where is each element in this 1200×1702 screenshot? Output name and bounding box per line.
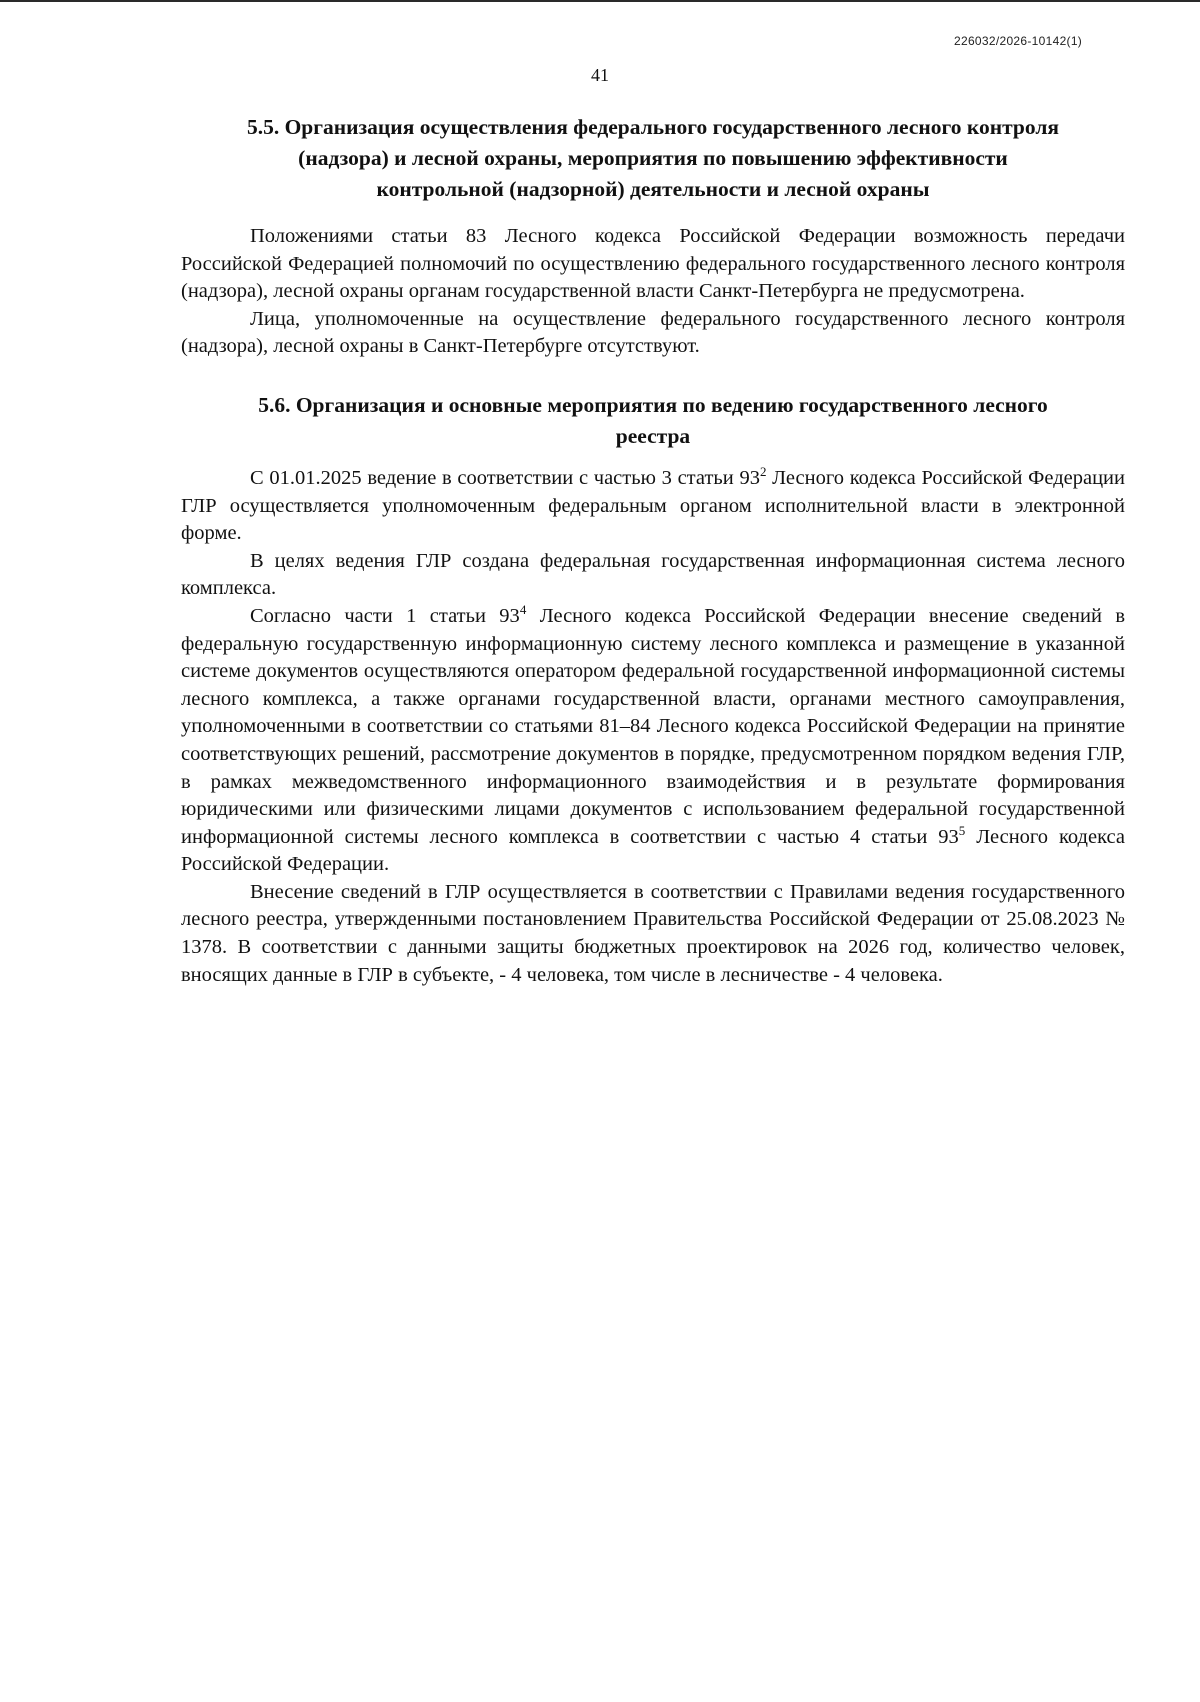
section-5-5-heading-line-3: контрольной (надзорной) деятельности и лесной охраны: [376, 177, 930, 201]
section-5-6-paragraph-3: [181, 603, 1125, 879]
section-5-5-heading-line-2: (надзора) и лесной охраны, мероприятия по повышению эффективности: [298, 146, 1008, 170]
document-body: [181, 112, 1125, 989]
section-5-5-heading-line-1: 5.5. Организация осуществления федерального государственного лесного контроля: [246, 115, 1060, 139]
paragraph-text: Лесного кодекса Российской Федерации внесение сведений в федеральную государственную информационную систему лесного комплекса и размещение в указанной системе документов осуществляются оператором федеральной государственной информационной системы лесного комплекса, а также органами государственной власти, органами местного самоуправления, уполномоченными в соответствии со статьями 81–84 Лесного кодекса Российской Федерации на принятие соответствующих решений, рассмотрение документов в порядке, предусмотренном порядком ведения ГЛР, в рамках межведомственного информационного взаимодействия и в результате формирования юридическими или физическими лицами документов с использованием федеральной государственной информационной системы лесного комплекса в соответствии с частью 4 статьи 93: [181, 604, 1126, 848]
paragraph-text: С 01.01.2025 ведение в соответствии с частью 3 статьи 93: [250, 466, 760, 489]
paragraph-text: Лесного кодекса Российской Федерации ГЛР осуществляется уполномоченным федеральным органом исполнительной власти в электронной форме.: [181, 466, 1125, 545]
section-5-6-heading-line-2: реестра: [615, 423, 691, 448]
section-5-6-heading-line-1: 5.6. Организация и основные мероприятия по ведению государственного лесного: [258, 392, 1048, 417]
paragraph-text: Лесного кодекса Российской Федерации.: [181, 825, 1125, 876]
section-5-6-paragraph-2: В целях ведения ГЛР создана федеральная государственная информационная система лесного комплекса.: [181, 549, 1125, 600]
superscript-index: 4: [519, 602, 527, 618]
paragraph-text: Согласно части 1 статьи 93: [250, 604, 520, 627]
section-5-6-paragraph-4: Внесение сведений в ГЛР осуществляется в соответствии с Правилами ведения государственного лесного реестра, утвержденными постановлением Правительства Российской Федерации от 25.08.2023 № 1378. В соответствии с данными защиты бюджетных проектировок на 2026 год, количество человек, вносящих данные в ГЛР в субъекте, - 4 человека, том числе в лесничестве - 4 человека.: [181, 880, 1125, 986]
section-5-5-heading: [181, 112, 1125, 205]
scan-top-edge: [0, 0, 1200, 2]
superscript-index: 2: [759, 464, 767, 480]
superscript-index: 5: [958, 822, 966, 838]
section-5-6-heading: [181, 390, 1125, 452]
section-5-5-body: [181, 223, 1125, 361]
section-5-5-paragraph-2: Лица, уполномоченные на осуществление федерального государственного лесного контроля (надзора), лесной охраны в Санкт-Петербурге отсутствуют.: [181, 307, 1125, 358]
section-5-6-paragraph-1: [181, 465, 1125, 548]
section-5-6-body: [181, 465, 1125, 989]
section-5-5-paragraph-1: Положениями статьи 83 Лесного кодекса Российской Федерации возможность передачи Российской Федерацией полномочий по осуществлению федерального государственного лесного контроля (надзора), лесной охраны органам государственной власти Санкт-Петербурга не предусмотрена.: [181, 225, 1125, 303]
page-number: 41: [591, 65, 609, 85]
registration-number: 226032/2026-10142(1): [954, 34, 1083, 48]
